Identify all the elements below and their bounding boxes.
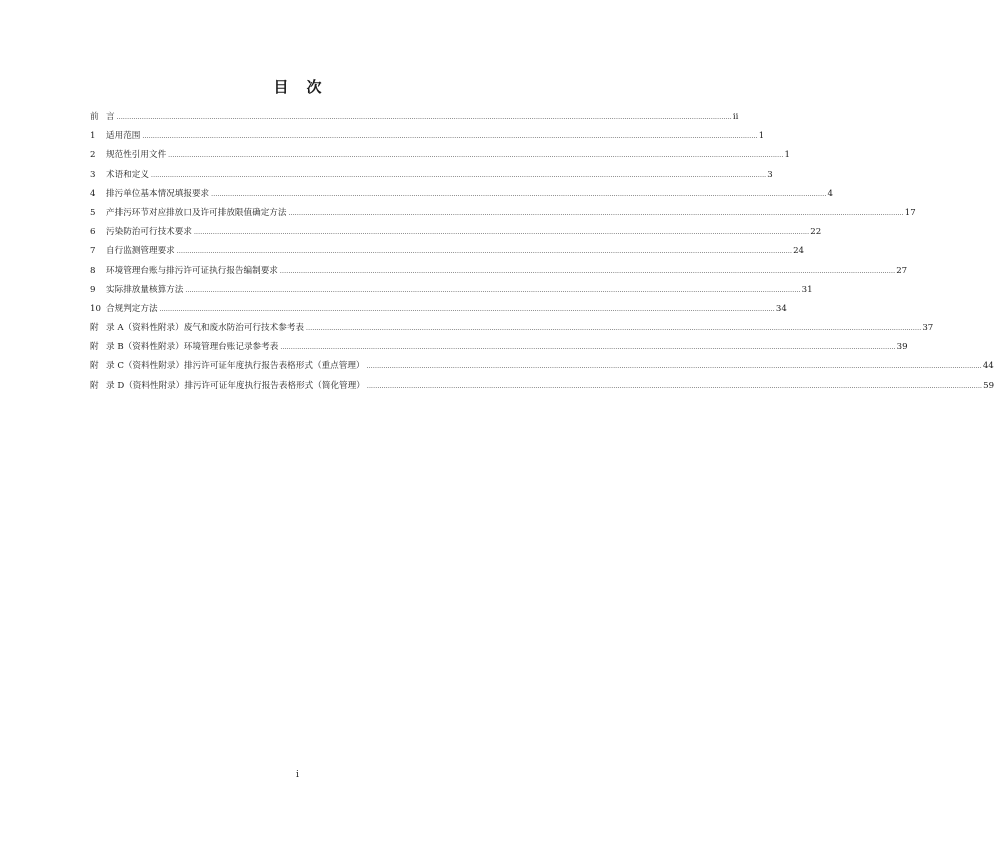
toc-entry-label: 自行监测管理要求 [106, 246, 175, 257]
toc-entry-page: 39 [896, 342, 908, 353]
toc-entry-page: 3 [767, 169, 773, 180]
toc-entry-label: 适用范围 [106, 131, 141, 142]
toc-entry-number: 附 [90, 380, 99, 391]
toc-leader-dots: .................................................................................................................................................................................................................................................................................................... [366, 363, 982, 371]
toc-entry-appendix-d[interactable] [90, 377, 994, 396]
toc-entry-label: 污染防治可行技术要求 [106, 227, 192, 238]
toc-entry-label: 术语和定义 [106, 169, 149, 180]
toc-entry-appendix-b[interactable] [90, 338, 908, 357]
toc-entry-label: 环境管理台账与排污许可证执行报告编制要求 [106, 265, 278, 276]
page-title-part1: 目 [273, 78, 289, 96]
toc-entry-appendix-c[interactable] [90, 357, 994, 376]
toc-entry-page: 4 [827, 188, 833, 199]
toc-entry-7[interactable] [90, 242, 805, 261]
footer-page-number: i [296, 770, 299, 780]
toc-entry-number: 10 [90, 303, 101, 314]
toc-entry-2[interactable] [90, 146, 790, 165]
toc-leader-dots: .................................................................................................................................................................................................................................................................................................... [306, 325, 922, 333]
toc-entry-number: 1 [90, 131, 96, 142]
toc-leader-dots: .................................................................................................................................................................................................................................................................................................... [288, 209, 904, 217]
toc-entry-4[interactable] [90, 185, 833, 204]
toc-leader-dots: .................................................................................................................................................................................................................................................................................................... [211, 190, 827, 198]
toc-entry-page: 1 [758, 131, 765, 142]
toc-entry-10[interactable] [90, 300, 787, 319]
toc-leader-dots: .................................................................................................................................................................................................................................................................................................... [168, 152, 784, 160]
toc-entry-label: 录 D（资料性附录）排污许可证年度执行报告表格形式（简化管理） [106, 380, 365, 391]
toc-leader-dots: .................................................................................................................................................................................................................................................................................................... [185, 286, 801, 294]
toc-entry-page: 22 [810, 227, 822, 238]
toc-leader-dots: .................................................................................................................................................................................................................................................................................................... [159, 305, 775, 313]
toc-entry-number: 9 [90, 284, 96, 295]
toc-entry-5[interactable] [90, 204, 916, 223]
toc-leader-dots: .................................................................................................................................................................................................................................................................................................... [142, 133, 758, 141]
toc-entry-page: 44 [982, 361, 994, 372]
toc-leader-dots: .................................................................................................................................................................................................................................................................................................... [116, 114, 732, 121]
toc-leader-dots: .................................................................................................................................................................................................................................................................................................... [193, 229, 810, 237]
toc-entry-label: 录 C（资料性附录）排污许可证年度执行报告表格形式（重点管理） [106, 361, 365, 372]
toc-leader-dots: .................................................................................................................................................................................................................................................................................................... [366, 382, 983, 390]
toc-entry-page: 24 [793, 246, 805, 257]
toc-entry-page: 27 [896, 265, 908, 276]
table-of-contents [90, 108, 994, 396]
toc-entry-number: 附 [90, 323, 99, 334]
toc-entry-appendix-a[interactable] [90, 319, 934, 338]
toc-entry-6[interactable] [90, 223, 822, 242]
toc-entry-label: 录 A（资料性附录）废气和废水防治可行技术参考表 [106, 323, 305, 334]
toc-entry-number: 7 [90, 246, 96, 257]
toc-entry-number: 附 [90, 342, 99, 353]
toc-leader-dots: .................................................................................................................................................................................................................................................................................................... [150, 171, 767, 179]
toc-entry-1[interactable] [90, 127, 765, 146]
toc-entry-label: 录 B（资料性附录）环境管理台账记录参考表 [106, 342, 279, 353]
toc-leader-dots: .................................................................................................................................................................................................................................................................................................... [280, 344, 896, 352]
toc-entry-label: 合规判定方法 [106, 303, 158, 314]
toc-entry-page: 37 [922, 323, 934, 334]
toc-leader-dots: .................................................................................................................................................................................................................................................................................................... [176, 248, 793, 256]
toc-entry-page: 34 [775, 303, 787, 314]
toc-entry-number: 3 [90, 169, 96, 180]
page-title [0, 76, 595, 97]
toc-entry-label: 言 [106, 112, 115, 122]
toc-entry-label: 规范性引用文件 [106, 150, 167, 161]
toc-entry-label: 产排污环节对应排放口及许可排放限值确定方法 [106, 207, 287, 218]
toc-entry-number: 8 [90, 265, 96, 276]
toc-entry-number: 4 [90, 188, 96, 199]
toc-entry-number: 前 [90, 112, 99, 122]
toc-entry-number: 6 [90, 227, 96, 238]
toc-entry-number: 2 [90, 150, 96, 161]
toc-entry-page: 17 [904, 207, 916, 218]
toc-entry-label: 实际排放量核算方法 [106, 284, 184, 295]
toc-leader-dots: .................................................................................................................................................................................................................................................................................................... [279, 267, 896, 275]
toc-entry-page: 1 [784, 150, 790, 161]
toc-entry-number: 附 [90, 361, 99, 372]
toc-entry-label: 排污单位基本情况填报要求 [106, 188, 210, 199]
toc-entry-3[interactable] [90, 166, 773, 185]
toc-entry-page: 59 [983, 380, 994, 391]
toc-entry-page: ii [732, 112, 739, 122]
toc-entry-9[interactable] [90, 281, 813, 300]
page-title-part2: 次 [306, 78, 322, 96]
toc-entry-number: 5 [90, 207, 96, 218]
toc-entry-8[interactable] [90, 262, 908, 281]
toc-entry-page: 31 [801, 284, 813, 295]
toc-entry-foreword[interactable] [90, 108, 739, 127]
